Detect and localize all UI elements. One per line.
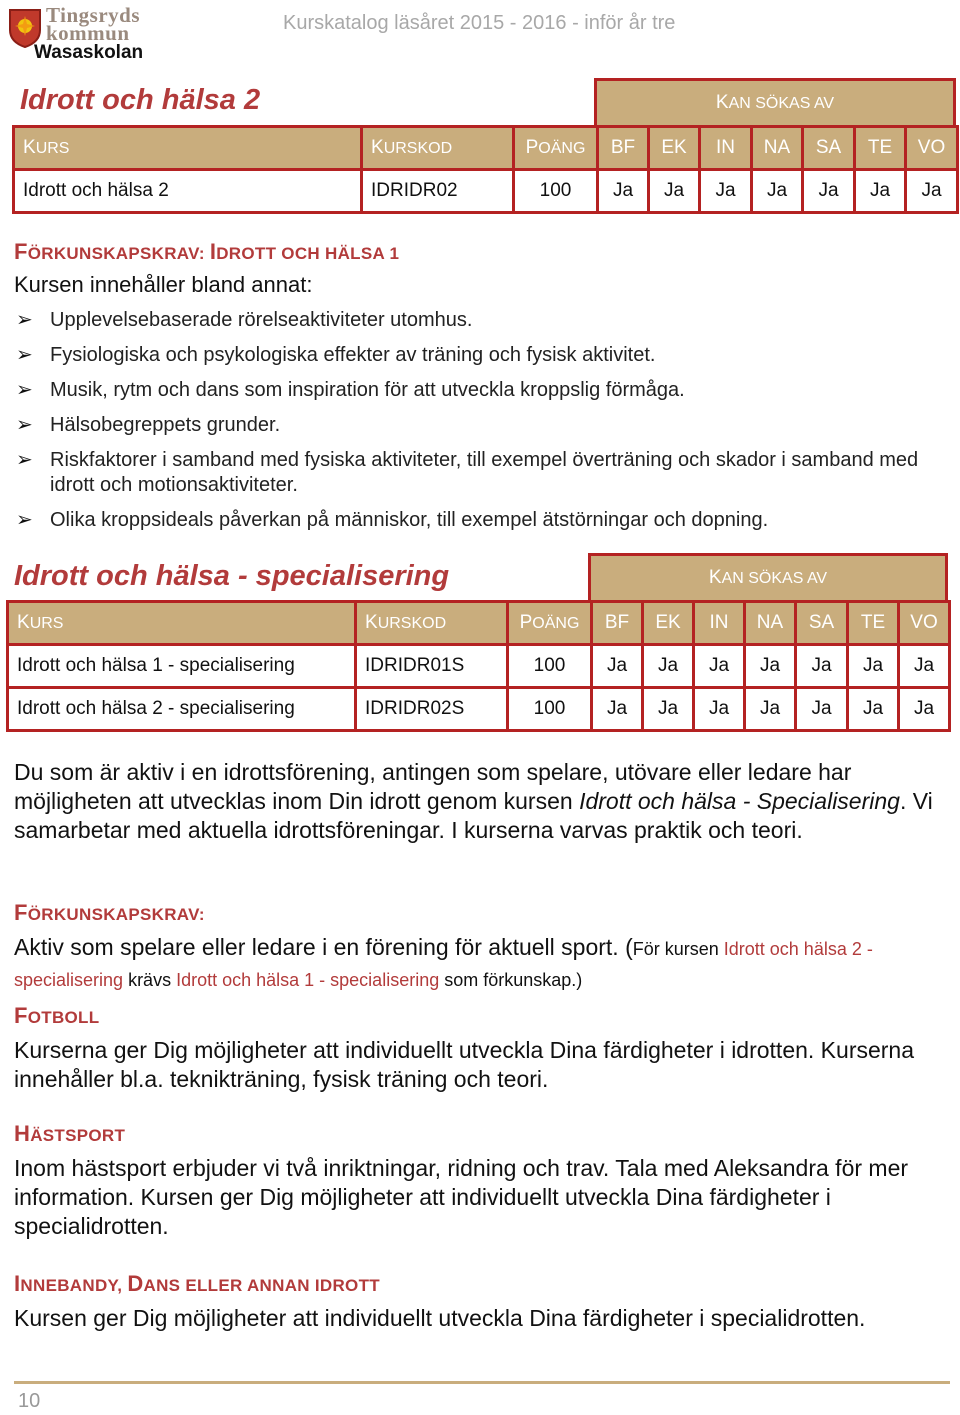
column-header: KURSKOD <box>356 602 508 645</box>
column-header: NA <box>752 127 803 170</box>
table-cell: IDRIDR01S <box>356 645 508 688</box>
text-fotboll: Kurserna ger Dig möjligheter att individuellt utveckla Dina färdigheter i idrotten. Kurserna innehåller bl.a. teknikträning, fysisk träning och teori. <box>14 1037 915 1092</box>
column-header: SA <box>803 127 855 170</box>
table-cell: Ja <box>899 688 950 731</box>
table-cell: Ja <box>592 645 643 688</box>
table-cell: Idrott och hälsa 2 <box>14 170 362 213</box>
prereq-text-2: Aktiv som spelare eller ledare i en förening för aktuell sport. (För kursen Idrott och hälsa 2 - specialisering krävs Idrott och hälsa 1 - specialisering som förkunskap.) <box>14 934 873 990</box>
column-header: VO <box>899 602 950 645</box>
logo-municipality: Tingsryds kommun <box>46 3 140 45</box>
table-cell: Ja <box>848 645 899 688</box>
column-header: TE <box>855 127 906 170</box>
list-item: ➢ Upplevelsebaserade rörelseaktiviteter utomhus. <box>16 309 473 331</box>
table-cell: Ja <box>592 688 643 731</box>
table-cell: Ja <box>906 170 958 213</box>
table-cell: Idrott och hälsa 2 - specialisering <box>8 688 356 731</box>
column-header: SA <box>796 602 848 645</box>
specialisering-description: Du som är aktiv i en idrottsförening, antingen som spelare, utövare eller ledare har möjligheten att utvecklas inom Din idrott genom kursen Idrott och hälsa - Specialisering. Vi samarbetar med aktuella idrottsföreningar. I kurserna varvas praktik och teori. <box>14 759 933 843</box>
table-cell: Ja <box>643 645 694 688</box>
table-row <box>14 170 958 213</box>
arrow-bullet-icon: ➢ <box>16 309 33 331</box>
column-header: EK <box>643 602 694 645</box>
table-cell: Ja <box>803 170 855 213</box>
table-cell: Ja <box>745 688 796 731</box>
arrow-bullet-icon: ➢ <box>16 449 33 471</box>
table-cell: Ja <box>752 170 803 213</box>
heading-hastsport: HÄSTSPORT <box>14 1121 126 1146</box>
column-header: KURSKOD <box>362 127 514 170</box>
table-cell: 100 <box>508 688 592 731</box>
text-innebandy: Kursen ger Dig möjligheter att individuellt utveckla Dina färdigheter i specialidrotten. <box>14 1305 866 1331</box>
table-cell: Ja <box>796 645 848 688</box>
table-header-row <box>14 127 958 170</box>
column-header: VO <box>906 127 958 170</box>
table-cell: Ja <box>899 645 950 688</box>
column-header: POÄNG <box>508 602 592 645</box>
table-header-row <box>8 602 950 645</box>
column-header: EK <box>649 127 700 170</box>
table-cell: Ja <box>643 688 694 731</box>
list-item: ➢ Musik, rytm och dans som inspiration för att utveckla kroppslig förmåga. <box>16 379 685 401</box>
column-header: IN <box>694 602 745 645</box>
course-table-1 <box>12 125 959 214</box>
arrow-bullet-icon: ➢ <box>16 344 33 366</box>
table-cell: 100 <box>508 645 592 688</box>
list-item: ➢ Olika kroppsideals påverkan på människor, till exempel ätstörningar och dopning. <box>16 509 769 531</box>
column-header: NA <box>745 602 796 645</box>
footer-divider <box>14 1381 950 1384</box>
course-table-2 <box>6 600 951 732</box>
column-header: BF <box>592 602 643 645</box>
arrow-bullet-icon: ➢ <box>16 379 33 401</box>
text-hastsport: Inom hästsport erbjuder vi två inriktningar, ridning och trav. Tala med Aleksandra för mer information. Kursen ger Dig möjligheter att individuellt utveckla Dina färdigheter i specialidrotten. <box>14 1155 909 1239</box>
table-row <box>8 688 950 731</box>
column-header: TE <box>848 602 899 645</box>
table-row <box>8 645 950 688</box>
list-item: ➢ Riskfaktorer i samband med fysiska aktiviteter, till exempel överträning och skador i samband med idrott och motionsaktiviteter. <box>16 449 919 496</box>
table-cell: Ja <box>855 170 906 213</box>
table-cell: IDRIDR02S <box>356 688 508 731</box>
section-title-idrott-halsa-2: Idrott och hälsa 2 <box>20 84 261 116</box>
table-cell: Ja <box>796 688 848 731</box>
prereq-heading-1: FÖRKUNSKAPSKRAV: IDROTT OCH HÄLSA 1 <box>14 239 400 264</box>
heading-fotboll: FOTBOLL <box>14 1003 100 1028</box>
arrow-bullet-icon: ➢ <box>16 414 33 436</box>
section-title-specialisering: Idrott och hälsa - specialisering <box>14 560 450 592</box>
table-cell: Ja <box>598 170 649 213</box>
logo-school-name: Wasaskolan <box>34 42 144 63</box>
arrow-bullet-icon: ➢ <box>16 509 33 531</box>
logo <box>8 3 148 64</box>
course-intro: Kursen innehåller bland annat: <box>14 272 313 297</box>
column-header: KURS <box>14 127 362 170</box>
table-cell: Ja <box>700 170 752 213</box>
list-item: ➢ Hälsobegreppets grunder. <box>16 414 281 436</box>
table-cell: Ja <box>649 170 700 213</box>
table-cell: Ja <box>745 645 796 688</box>
kan-sokas-av-header: KAN SÖKAS AV <box>594 78 956 128</box>
heading-innebandy: INNEBANDY, DANS ELLER ANNAN IDROTT <box>14 1271 380 1296</box>
page-number: 10 <box>18 1390 41 1412</box>
page-header-title: Kurskatalog läsåret 2015 - 2016 - inför år tre <box>283 12 676 34</box>
table-cell: Ja <box>694 688 745 731</box>
list-item: ➢ Fysiologiska och psykologiska effekter av träning och fysisk aktivitet. <box>16 344 656 366</box>
table-cell: Ja <box>848 688 899 731</box>
prereq-heading-2: FÖRKUNSKAPSKRAV: <box>14 900 205 925</box>
column-header: POÄNG <box>514 127 598 170</box>
column-header: IN <box>700 127 752 170</box>
table-cell: 100 <box>514 170 598 213</box>
kan-sokas-av-header-2: KAN SÖKAS AV <box>588 553 948 603</box>
content-bullet-list <box>14 308 934 543</box>
table-cell: IDRIDR02 <box>362 170 514 213</box>
table-cell: Ja <box>694 645 745 688</box>
column-header: BF <box>598 127 649 170</box>
column-header: KURS <box>8 602 356 645</box>
table-cell: Idrott och hälsa 1 - specialisering <box>8 645 356 688</box>
